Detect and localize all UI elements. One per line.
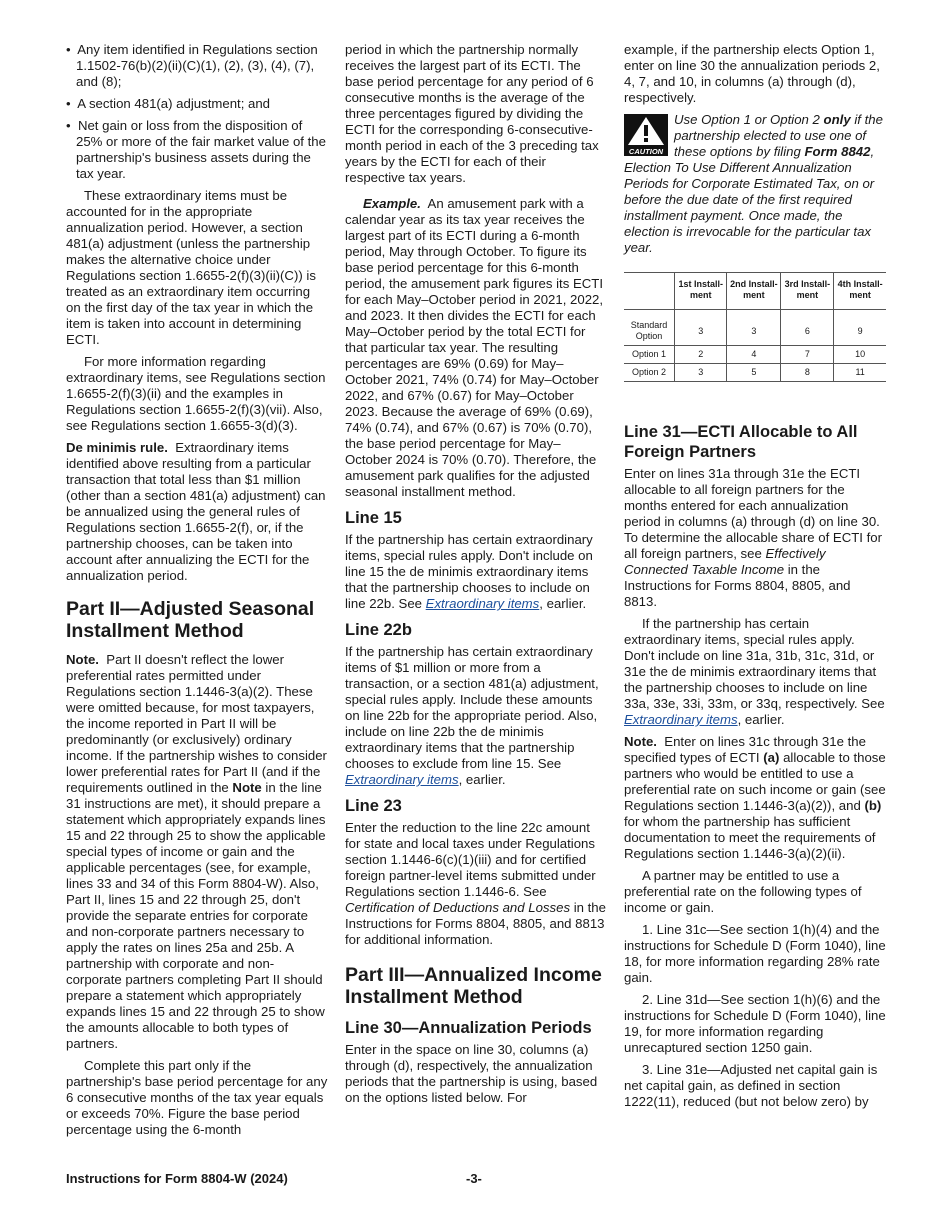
table-header: 4th Install-ment (834, 273, 886, 310)
column-1 (66, 42, 328, 1144)
table-header-row (624, 273, 886, 310)
extraordinary-items-link[interactable]: Extraordinary items (345, 772, 459, 787)
paragraph: period in which the partnership normally receives the largest part of its ECTI. The base period percentage for any period of 6 consecutive months is the average of the three percentages figured by dividing the ECTI for the corresponding 6-consecutive-month period in each of the 3 preceding tax years by the ECTI for each of their respective tax years. (345, 42, 599, 185)
extraordinary-items-link[interactable]: Extraordinary items (624, 712, 738, 727)
line-15-title: Line 15 (345, 509, 402, 527)
table-row: Option 1 2 4 7 10 (624, 346, 886, 364)
part-ii-title: Part II—Adjusted Seasonal Installment Method (66, 598, 315, 642)
line-30-title: Line 30—Annualization Periods (345, 1019, 592, 1037)
paragraph: For more information regarding extraordinary items, see Regulations section 1.6655-2(f)(3)(ii) and the examples in Regulations section 1.6655-2(f)(3)(vii). Also, see Regulations section 1.6655-3(d)(3). (66, 354, 326, 433)
paragraph: If the partnership has certain extraordinary items, special rules apply. Don't include on line 31a, 31b, 31c, 31d, or 31e the de minimis extraordinary items that the partnership chooses to include on line 33a, 33e, 33i, 33m, or 33q, respectively. See Extraordinary items, earlier. (624, 616, 885, 727)
bullet-item: • Net gain or loss from the disposition of 25% or more of the fair market value of the partnership's business assets during the tax year. (66, 118, 326, 181)
annualization-options-table (624, 272, 886, 382)
paragraph: A partner may be entitled to use a preferential rate on the following types of income or gain. (624, 868, 862, 915)
de-minimis-heading: De minimis rule. (66, 440, 168, 455)
line-22b-text: If the partnership has certain extraordinary items of $1 million or more from a transaction, or a section 481(a) adjustment, special rules apply. Include these amounts on line 22b for the appropriate period. Also, include on line 22b the de minimis extraordinary items that the partnership chooses to exclude from line 15. See Extraordinary items, earlier. (345, 644, 599, 787)
extraordinary-items-link[interactable]: Extraordinary items (425, 596, 540, 611)
list-item: 3. Line 31e—Adjusted net capital gain is net capital gain, as defined in section 1222(11), reduced (but not below zero) by (624, 1062, 878, 1109)
page-number: -3- (466, 1171, 482, 1186)
table-header: 3rd Install-ment (781, 273, 834, 310)
table-row: Option 2 3 5 8 11 (624, 364, 886, 382)
example-paragraph: Example. An amusement park with a calendar year as its tax year receives the largest part of its ECTI during a 6-month period, May through October. To figure its base period percentage for this 6-month period, the amusement park figures its ECTI for each May–October period in 2021, 2022, and 2023. It then divides the ECTI for each May–October period by the total ECTI for that particular tax year. The resulting percentages are 69% (0.69) for May–October 2021, 74% (0.74) for May–October 2022, and 67% (0.67) for May–October 2023. Because the average of 69% (0.69), 74% (0.74), and 67% (0.67) is 70% (0.70), the base period percentage for May–October 2024 is 70% (0.70). Therefore, the amusement park qualifies for the adjusted seasonal installment method. (345, 196, 604, 499)
caution-label: CAUTION (628, 147, 664, 156)
line-23-text: Enter the reduction to the line 22c amount for state and local taxes under Regulations section 1.1446-6(c)(1)(iii) and for certified foreign partner-level items submitted under Regulations section 1.1446-6. See Certification of Deductions and Losses in the Instructions for Forms 8804, 8805, and 8813 for additional information. (345, 820, 606, 947)
paragraph: These extraordinary items must be accounted for in the appropriate annualization period. However, a section 481(a) adjustment (unless the partnership makes the alternative choice under Regulations section 1.6655-2(f)(3)(ii)(C)) is treated as an extraordinary item occurring on the first day of the tax year in which the item is taken into account in determining ECTI. (66, 188, 316, 347)
table-header: 1st Install-ment (675, 273, 727, 310)
note-paragraph: Note. Enter on lines 31c through 31e the specified types of ECTI (a) allocable to those partners who would be entitled to use a preferential rate on such income or gain (see Regulations section 1.1446-3(a)(2)), and (b) for whom the partnership has sufficient documentation to meet the requirements of Regulations section 1.1446-3(a)(2)(ii). (624, 734, 886, 861)
de-minimis-paragraph: De minimis rule. Extraordinary items identified above resulting from a particular transaction that total less than $1 million (other than a section 481(a) adjustment) can be annualized using the general rules of Regulations section 1.6655-2(f), or, if the partnership chooses, can be taken into account after annualizing the ECTI for the annualization period. (66, 440, 326, 583)
bullet-item: • Any item identified in Regulations section 1.1502-76(b)(2)(ii)(C)(1), (2), (3), (4), (7), and (8); (66, 42, 318, 89)
line-31-title: Line 31—ECTI Allocable to All Foreign Partners (624, 423, 858, 461)
line-23-title: Line 23 (345, 797, 402, 815)
line-30-text: Enter in the space on line 30, columns (a) through (d), respectively, the annualization periods that the partnership is using, based on the options listed below. For (345, 1042, 598, 1105)
list-item: 2. Line 31d—See section 1(h)(6) and the instructions for Schedule D (Form 1040), line 19, for more information regarding unrecaptured section 1250 gain. (624, 992, 886, 1055)
column-3 (624, 42, 886, 1116)
note-paragraph: Note. Part II doesn't reflect the lower preferential rates permitted under Regulations section 1.1446-3(a)(2). These were omitted because, for most taxpayers, the income reported in Part II will be predominantly (or exclusively) ordinary income. If the partnership wishes to consider lower preferential rates for Part II (and if the requirements outlined in the Note in the line 31 instructions are met), it should prepare a statement which appropriately expands lines 15 and 22 through 25 to show the applicable special types of income or gain and the applicable percentages (see, for example, lines 33 and 34 of this Form 8804-W). Also, Part II, lines 15 and 22 through 25, don't provide the separate entries for corporate and non-corporate partners necessary to apply the rates on lines 25a and 25b. A partnership with corporate and non-corporate partners completing Part II should prepare a statement which appropriately expands lines 15 and 22 through 25 to show the amounts allocable to both types of partners. (66, 652, 327, 1051)
caution-icon (624, 114, 668, 156)
caution-box: CAUTION Use Option 1 or Option 2 only if the partnership elected to use one of these options by filing Form 8842, Election To Use Different Annualization Periods for Corporate Estimated Tax, on or before the due date of the first required installment payment. Once made, the election is irrevocable for the particular tax year. (624, 112, 883, 255)
table-row: Standard Option 3 3 6 9 (624, 310, 886, 346)
footer-title: Instructions for Form 8804-W (2024) (66, 1171, 288, 1186)
line-22b-title: Line 22b (345, 621, 412, 639)
paragraph: example, if the partnership elects Option 1, enter on line 30 the annualization periods 2, 4, 7, and 10, in columns (a) through (d), respectively. (624, 42, 880, 105)
column-2 (345, 42, 607, 1112)
paragraph: Complete this part only if the partnership's base period percentage for any 6 consecutive months of the tax year equals or exceeds 70%. Figure the base period percentage using the 6-month (66, 1058, 328, 1137)
bullet-item: • A section 481(a) adjustment; and (66, 96, 271, 111)
list-item: 1. Line 31c—See section 1(h)(4) and the instructions for Schedule D (Form 1040), line 18, for more information regarding 28% rate gain. (624, 922, 886, 985)
line-15-text: If the partnership has certain extraordinary items, special rules apply. Don't include on line 15 the de minimis extraordinary items that the partnership chooses to include on line 22b. See Extraordinary items, earlier. (345, 532, 593, 611)
line-31-text: Enter on lines 31a through 31e the ECTI allocable to all foreign partners for the months entered for each annualization period in columns (a) through (d) on line 30. To determine the allocable share of ECTI for all foreign partners, see Effectively Connected Taxable Income in the Instructions for Forms 8804, 8805, and 8813. (624, 466, 883, 609)
table-header: 2nd Install-ment (727, 273, 781, 310)
part-iii-title: Part III—Annualized Income Installment Method (345, 964, 602, 1008)
